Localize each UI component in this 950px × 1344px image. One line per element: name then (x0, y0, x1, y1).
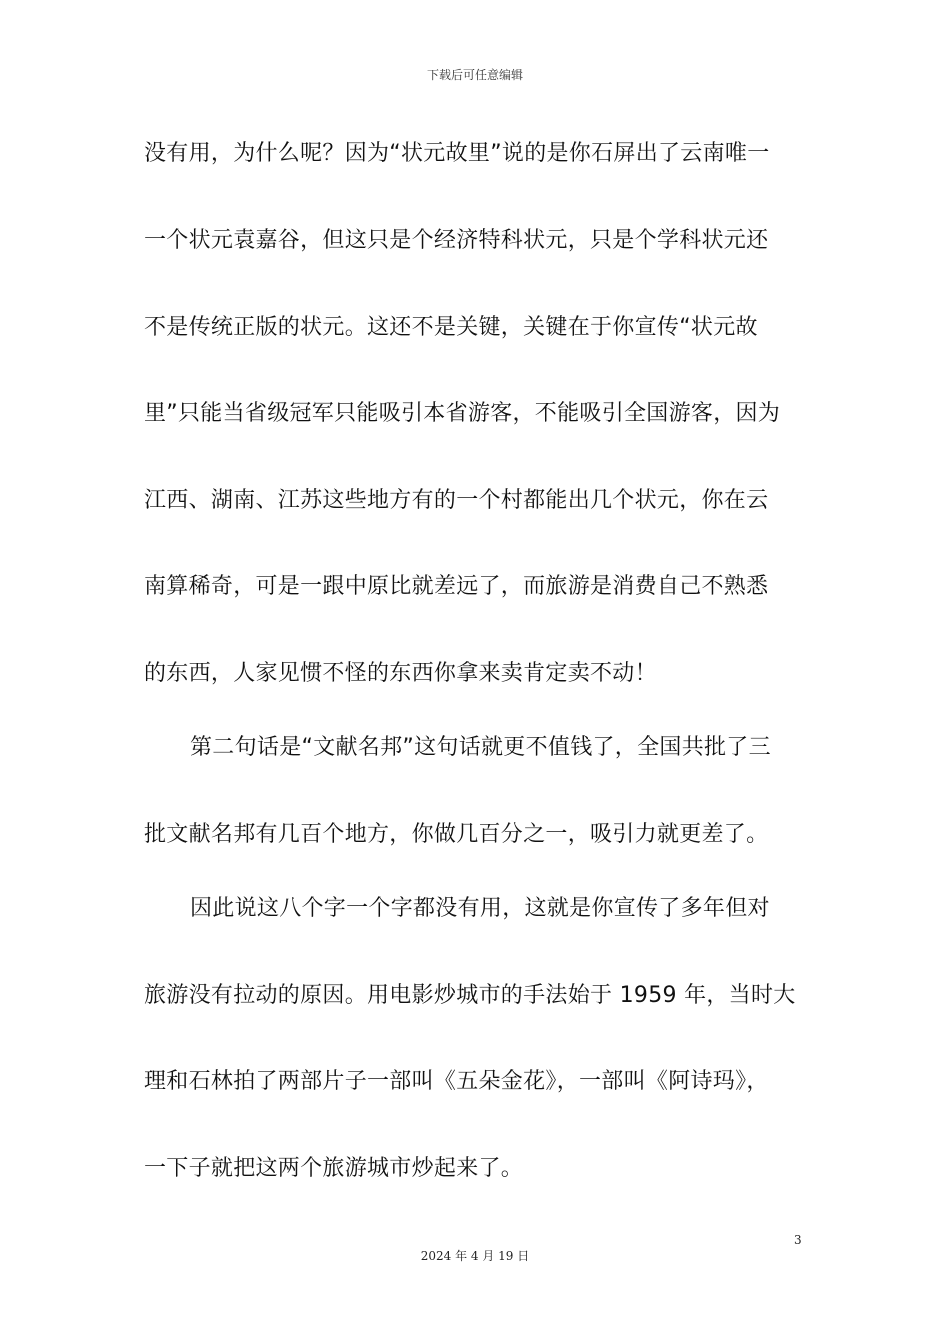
text-line: 江西、湖南、江苏这些地方有的一个村都能出几个状元，你在云 (144, 488, 769, 513)
text-line: 批文献名邦有几百个地方，你做几百分之一，吸引力就更差了。 (144, 822, 769, 847)
text-line: 南算稀奇，可是一跟中原比就差远了，而旅游是消费自己不熟悉 (144, 574, 769, 599)
page-number: 3 (794, 1233, 802, 1247)
text-line: 第二句话是“文献名邦”这句话就更不值钱了，全国共批了三 (190, 735, 771, 760)
text-line: 理和石林拍了两部片子一部叫《五朵金花》，一部叫《阿诗玛》， (144, 1069, 769, 1094)
text-line: 里”只能当省级冠军只能吸引本省游客，不能吸引全国游客，因为 (144, 401, 781, 426)
text-line: 因此说这八个字一个字都没有用，这就是你宣传了多年但对 (190, 896, 770, 921)
text-line: 一下子就把这两个旅游城市炒起来了。 (144, 1156, 524, 1181)
text-line: 的东西，人家见惯不怪的东西你拿来卖肯定卖不动！ (144, 661, 657, 686)
text-line: 一个状元袁嘉谷，但这只是个经济特科状元，只是个学科状元还 (144, 228, 769, 253)
text-line: 不是传统正版的状元。这还不是关键，关键在于你宣传“状元故 (144, 315, 758, 340)
text-line: 旅游没有拉动的原因。用电影炒城市的手法始于 1959 年，当时大 (144, 983, 796, 1008)
text-line: 没有用，为什么呢？因为“状元故里”说的是你石屏出了云南唯一 (144, 141, 770, 166)
header-note: 下载后可任意编辑 (426, 68, 523, 82)
footer-date: 2024 年 4 月 19 日 (420, 1249, 530, 1263)
